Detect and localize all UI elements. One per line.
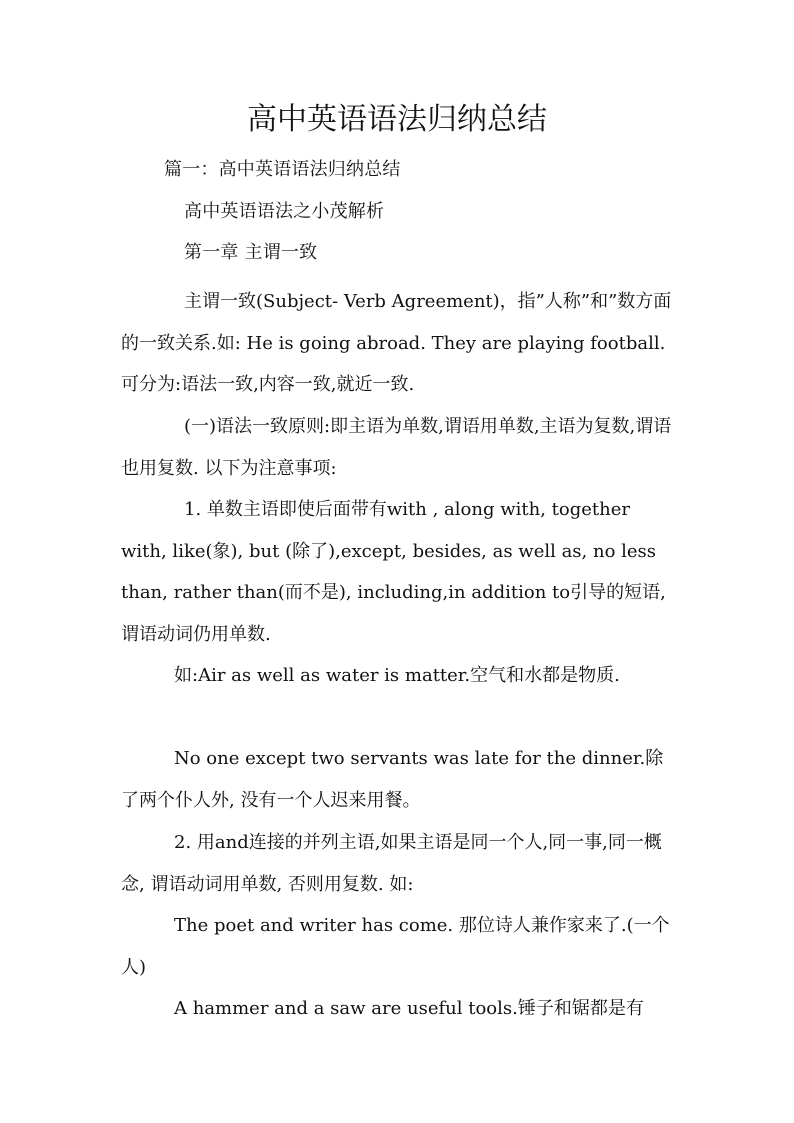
paragraph: (一)语法一致原则:即主语为单数,谓语用单数,主语为复数,谓语也用复数. 以下为注意事项: (121, 416, 672, 479)
paragraph: 如:Air as well as water is matter.空气和水都是物质. (174, 665, 620, 686)
document-title: 高中英语语法归纳总结 (247, 102, 547, 137)
chapter-heading: 第一章 主谓一致 (184, 242, 318, 263)
paragraph: 主谓一致(Subject- Verb Agreement)，指”人称”和”数方面的一致关系.如: He is going abroad. They are playing football.可分为:语法一致,内容一致,就近一致. (121, 291, 672, 396)
paragraph: 2. 用and连接的并列主语,如果主语是同一个人,同一事,同一概念, 谓语动词用单数, 否则用复数. 如: (121, 832, 662, 895)
subtitle: 高中英语语法之小茂解析 (184, 201, 385, 222)
paragraph: No one except two servants was late for the dinner.除了两个仆人外, 没有一个人迟来用餐。 (121, 748, 664, 811)
section-heading: 篇一：高中英语语法归纳总结 (164, 159, 401, 180)
paragraph: 1. 单数主语即使后面带有with , along with, together with, like(象), but (除了),except, besides, as well as, no less than, rather than(而不是), including,in addition to引导的短语,谓语动词仍用单数. (121, 499, 666, 645)
paragraph: A hammer and a saw are useful tools.锤子和锯都是有 (174, 998, 644, 1019)
paragraph: The poet and writer has come. 那位诗人兼作家来了.(一个人) (121, 915, 670, 978)
